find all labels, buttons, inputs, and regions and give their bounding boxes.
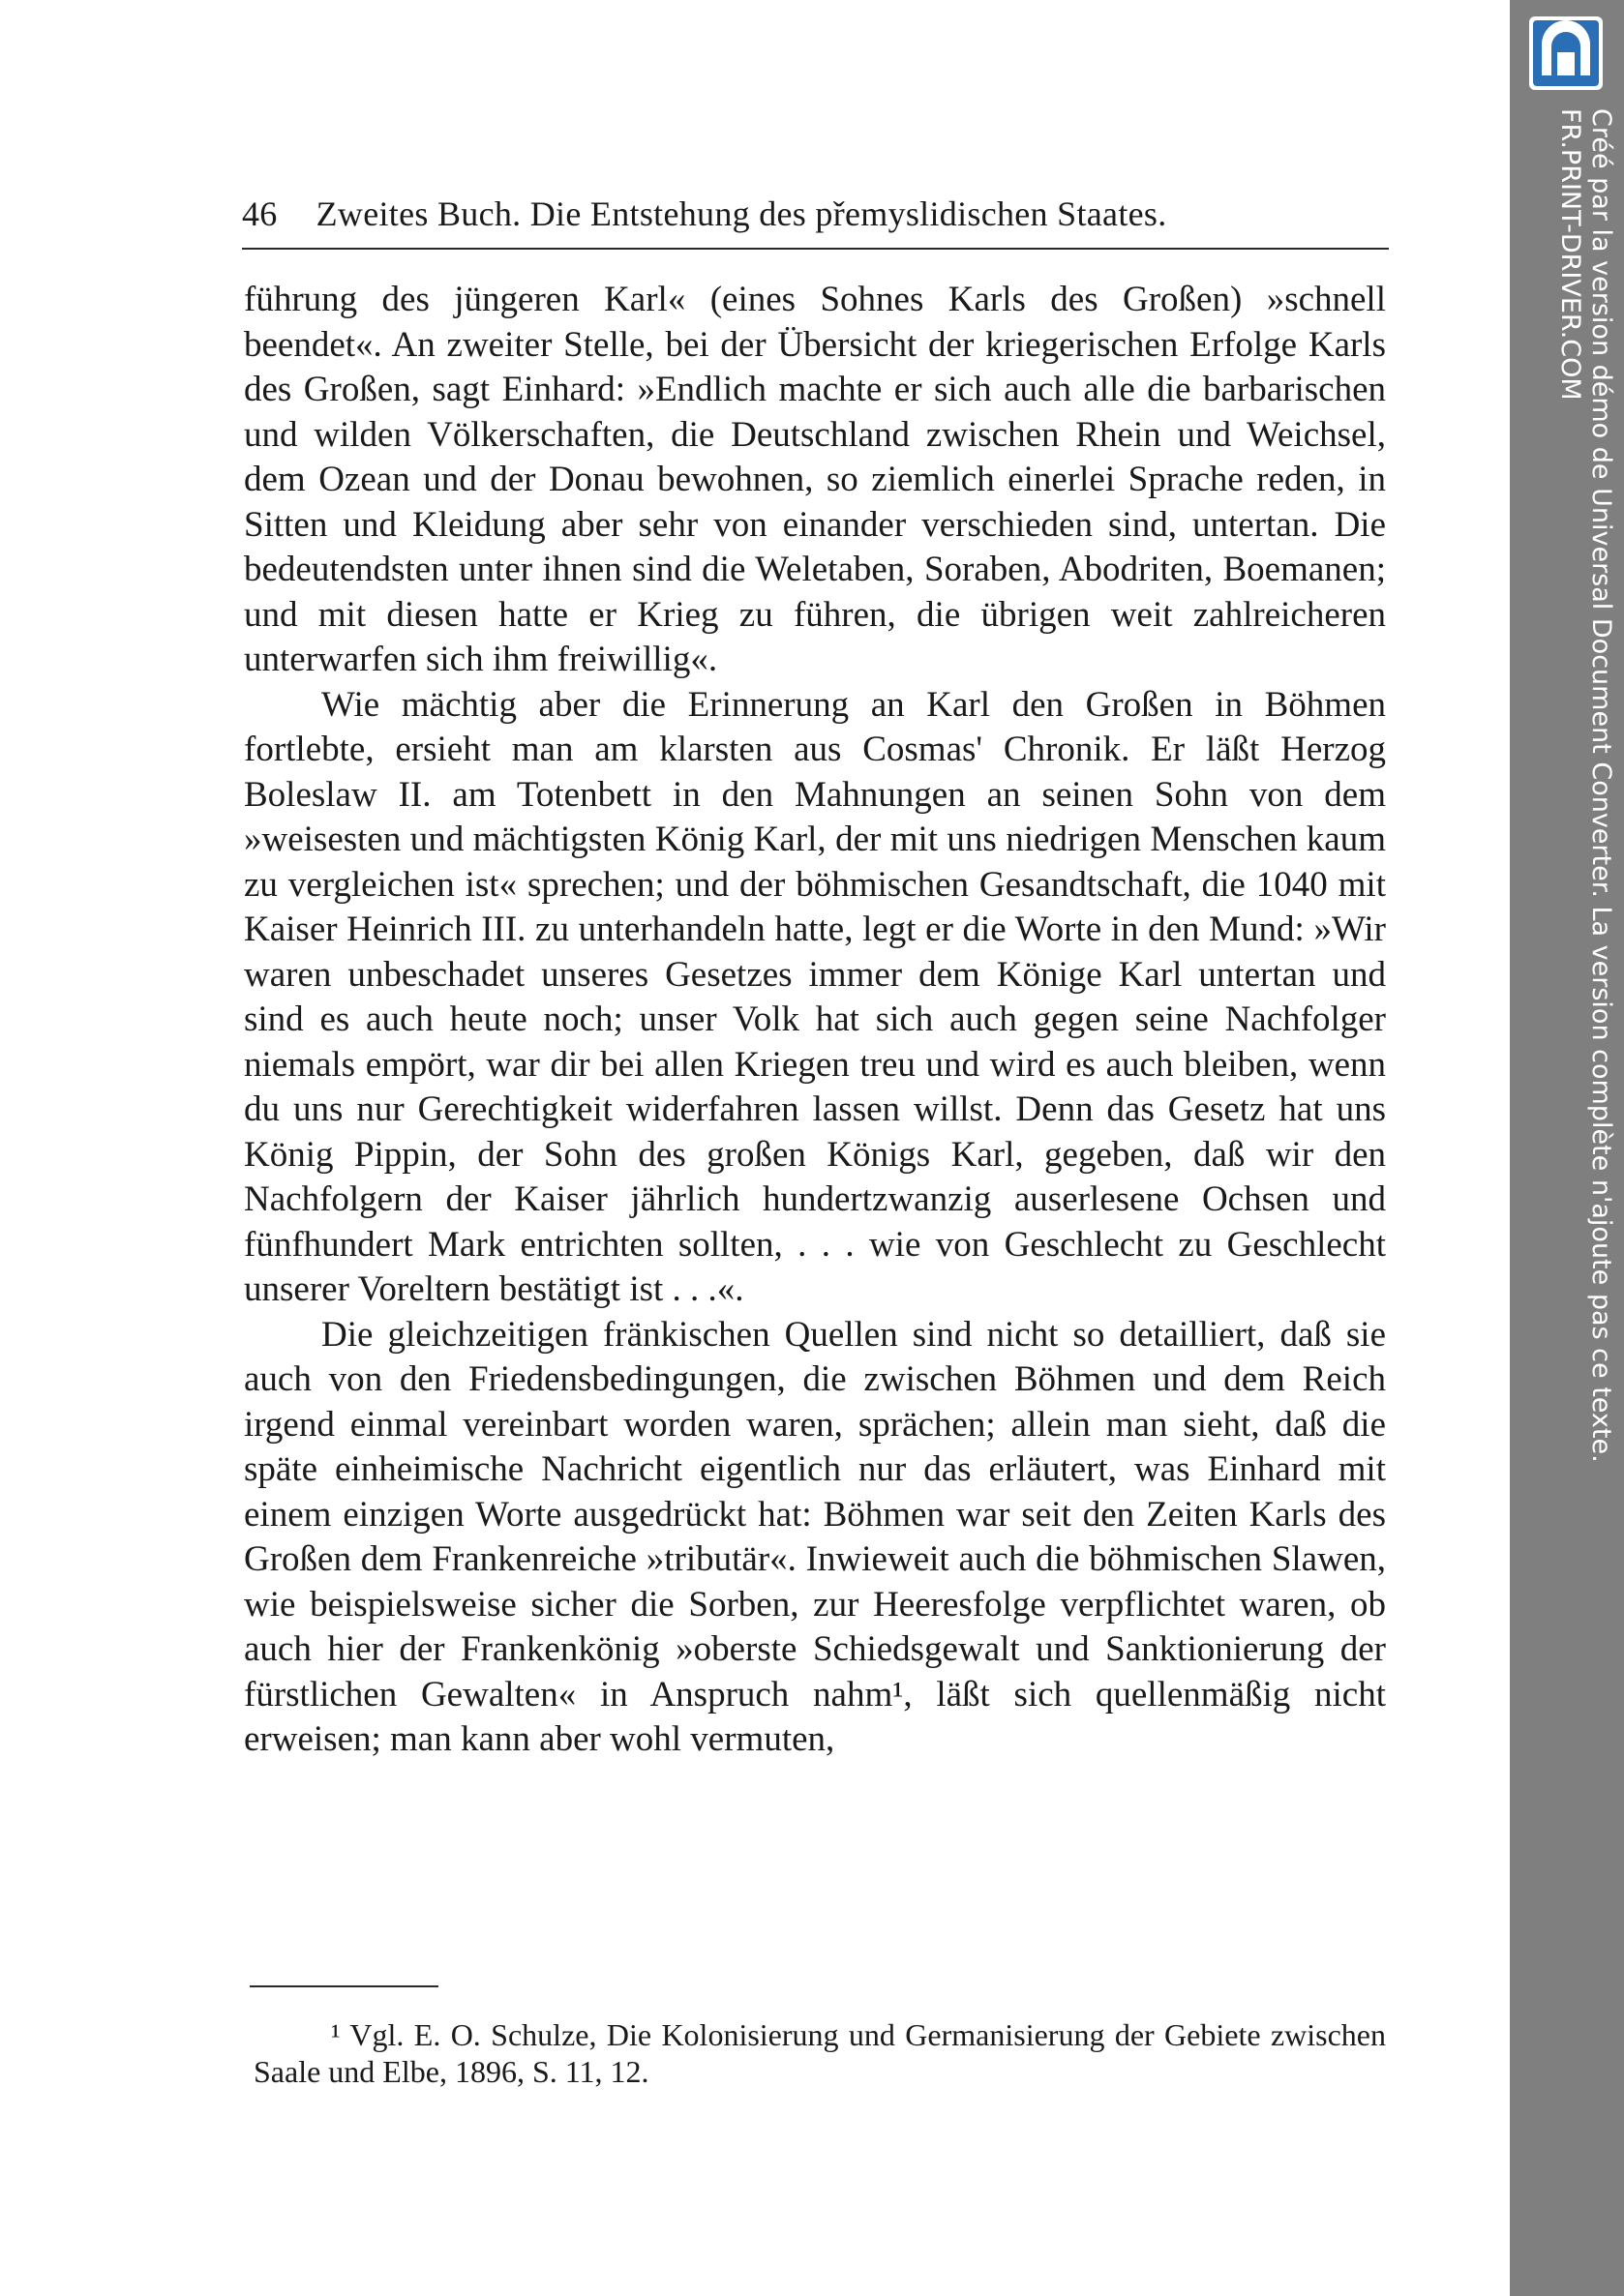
footnote-rule: [250, 1985, 438, 1987]
header-rule: [242, 248, 1389, 250]
watermark-text: [1554, 108, 1616, 1463]
watermark-line-1: Créé par la version démo de Universal Document Converter. La version complète n'ajoute pas ce texte.: [1586, 108, 1616, 1463]
paragraph-3: Die gleichzeitigen fränkischen Quellen sind nicht so detailliert, daß sie auch von den Friedensbedingungen, die zwischen Böhmen und dem Reich irgend einmal vereinbart worden waren, sprächen; allein man sieht, daß die späte einheimische Nachricht eigentlich nur das erläutert, was Einhard mit einem einzigen Worte ausgedrückt hat: Böhmen war seit den Zeiten Karls des Großen dem Frankenreiche »tributär«. Inwieweit auch die böhmischen Slawen, wie beispielsweise sicher die Sorben, zur Heeresfolge verpflichtet waren, ob auch hier der Frankenkönig »oberste Schiedsgewalt und Sanktionierung der fürstlichen Gewalten« in Anspruch nahm¹, läßt sich quellenmäßig nicht erweisen; man kann aber wohl vermuten,: [244, 1314, 1386, 1759]
body-text: [244, 278, 1386, 1763]
running-header: [242, 194, 1389, 234]
running-title: Zweites Buch. Die Entstehung des přemyslidischen Staates.: [316, 194, 1167, 233]
udc-logo-icon: [1528, 15, 1604, 91]
page-number: 46: [242, 194, 278, 233]
footnote: ¹ Vgl. E. O. Schulze, Die Kolonisierung und Germanisierung der Gebiete zwischen Saale und Elbe, 1896, S. 11, 12.: [254, 2017, 1386, 2089]
paragraph-1: führung des jüngeren Karl« (eines Sohnes Karls des Großen) »schnell beendet«. An zweiter Stelle, bei der Übersicht der kriegerischen Erfolge Karls des Großen, sagt Einhard: »Endlich machte er sich auch alle die barbarischen und wilden Völkerschaften, die Deutschland zwischen Rhein und Weichsel, dem Ozean und der Donau bewohnen, so ziemlich einerlei Sprache reden, in Sitten und Kleidung aber sehr von einander verschieden sind, untertan. Die bedeutendsten unter ihnen sind die Weletaben, Soraben, Abodriten, Boemanen; und mit diesen hatte er Krieg zu führen, die übrigen weit zahlreicheren unterwarfen sich ihm freiwillig«.: [244, 280, 1386, 679]
watermark-line-2: FR.PRINT-DRIVER.COM: [1555, 108, 1585, 401]
paragraph-2: Wie mächtig aber die Erinnerung an Karl den Großen in Böhmen fortlebte, ersieht man am klarsten aus Cosmas' Chronik. Er läßt Herzog Boleslaw II. am Totenbett in den Mahnungen an seinen Sohn von dem »weisesten und mächtigsten König Karl, der mit uns niedrigen Menschen kaum zu vergleichen ist« sprechen; und der böhmischen Gesandtschaft, die 1040 mit Kaiser Heinrich III. zu unterhandeln hatte, legt er die Worte in den Mund: »Wir waren unbeschadet unseres Gesetzes immer dem Könige Karl untertan und sind es auch heute noch; unser Volk hat sich auch gegen seine Nachfolger niemals empört, war dir bei allen Kriegen treu und wird es auch bleiben, wenn du uns nur Gerechtigkeit widerfahren lassen willst. Denn das Gesetz hat uns König Pippin, der Sohn des großen Königs Karl, gegeben, daß wir den Nachfolgern der Kaiser jährlich hundertzwanzig auserlesene Ochsen und fünfhundert Mark entrichten sollten, . . . wie von Geschlecht zu Geschlecht unserer Voreltern bestätigt ist . . .«.: [244, 684, 1386, 1309]
